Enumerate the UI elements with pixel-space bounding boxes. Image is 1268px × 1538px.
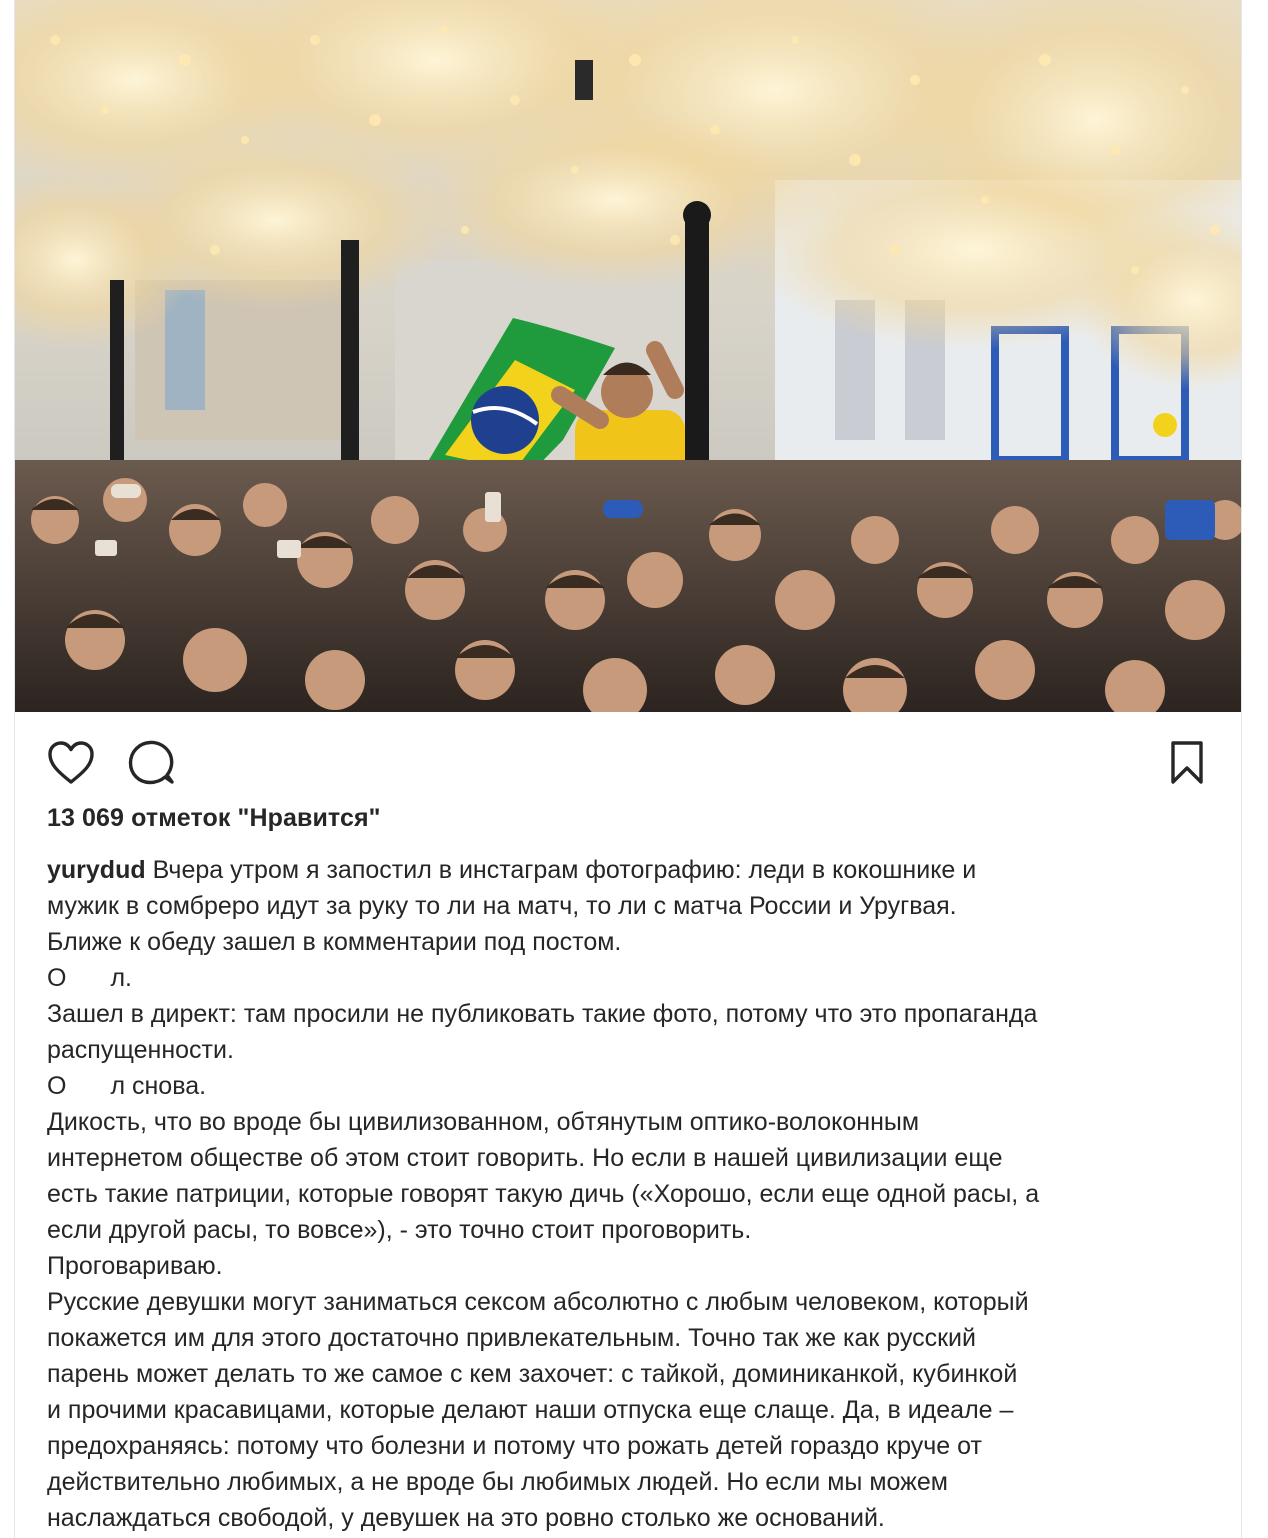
instagram-post	[14, 0, 1242, 1538]
heart-icon[interactable]	[47, 740, 95, 786]
caption-line: предохраняясь: потому что болезни и потому что рожать детей гораздо круче от	[47, 1432, 982, 1460]
caption-line: интернетом обществе об этом стоит говорить. Но если в нашей цивилизации еще	[47, 1144, 1003, 1172]
comment-icon[interactable]	[127, 740, 175, 786]
caption-line: Проговариваю.	[47, 1252, 223, 1280]
caption-line: и прочими красавицами, которые делают наши отпуска еще слаще. Да, в идеале –	[47, 1396, 1014, 1424]
caption-line: распущенности.	[47, 1036, 234, 1064]
caption-line: парень может делать то же самое с кем захочет: с тайкой, доминиканкой, кубинкой	[47, 1360, 1018, 1388]
caption-line: наслаждаться свободой, у девушек на это ровно столько же оснований.	[47, 1504, 885, 1532]
bookmark-icon[interactable]	[1165, 740, 1209, 786]
post-actions-bar	[15, 712, 1242, 804]
caption-line: мужик в сомбреро идут за руку то ли на матч, то ли с матча России и Уругвая.	[47, 892, 957, 920]
post-caption	[47, 852, 1217, 1536]
caption-line: действительно любимых, а не вроде бы любимых людей. Но если мы можем	[47, 1468, 948, 1496]
caption-line: Дикость, что во вроде бы цивилизованном, обтянутым оптико-волоконным	[47, 1108, 920, 1136]
caption-line: есть такие патриции, которые говорят такую дичь («Хорошо, если еще одной расы, а	[47, 1180, 1040, 1208]
username-link[interactable]: yurydud	[47, 856, 146, 884]
post-photo-illustration	[15, 0, 1242, 712]
caption-line: yurydud Вчера утром я запостил в инстаграм фотографию: леди в кокошнике и	[47, 856, 977, 884]
caption-line: О л.	[47, 964, 132, 992]
caption-line: если другой расы, то вовсе»), - это точно стоит проговорить.	[47, 1216, 752, 1244]
caption-line: Русские девушки могут заниматься сексом абсолютно с любым человеком, который	[47, 1288, 1029, 1316]
likes-count[interactable]: 13 069 отметок "Нравится"	[47, 804, 381, 832]
post-photo[interactable]	[15, 0, 1242, 712]
caption-line: Зашел в директ: там просили не публиковать такие фото, потому что это пропаганда	[47, 1000, 1038, 1028]
caption-line: Ближе к обеду зашел в комментарии под постом.	[47, 928, 622, 956]
caption-line: О л снова.	[47, 1072, 207, 1100]
caption-line: покажется им для этого достаточно привлекательным. Точно так же как русский	[47, 1324, 976, 1352]
